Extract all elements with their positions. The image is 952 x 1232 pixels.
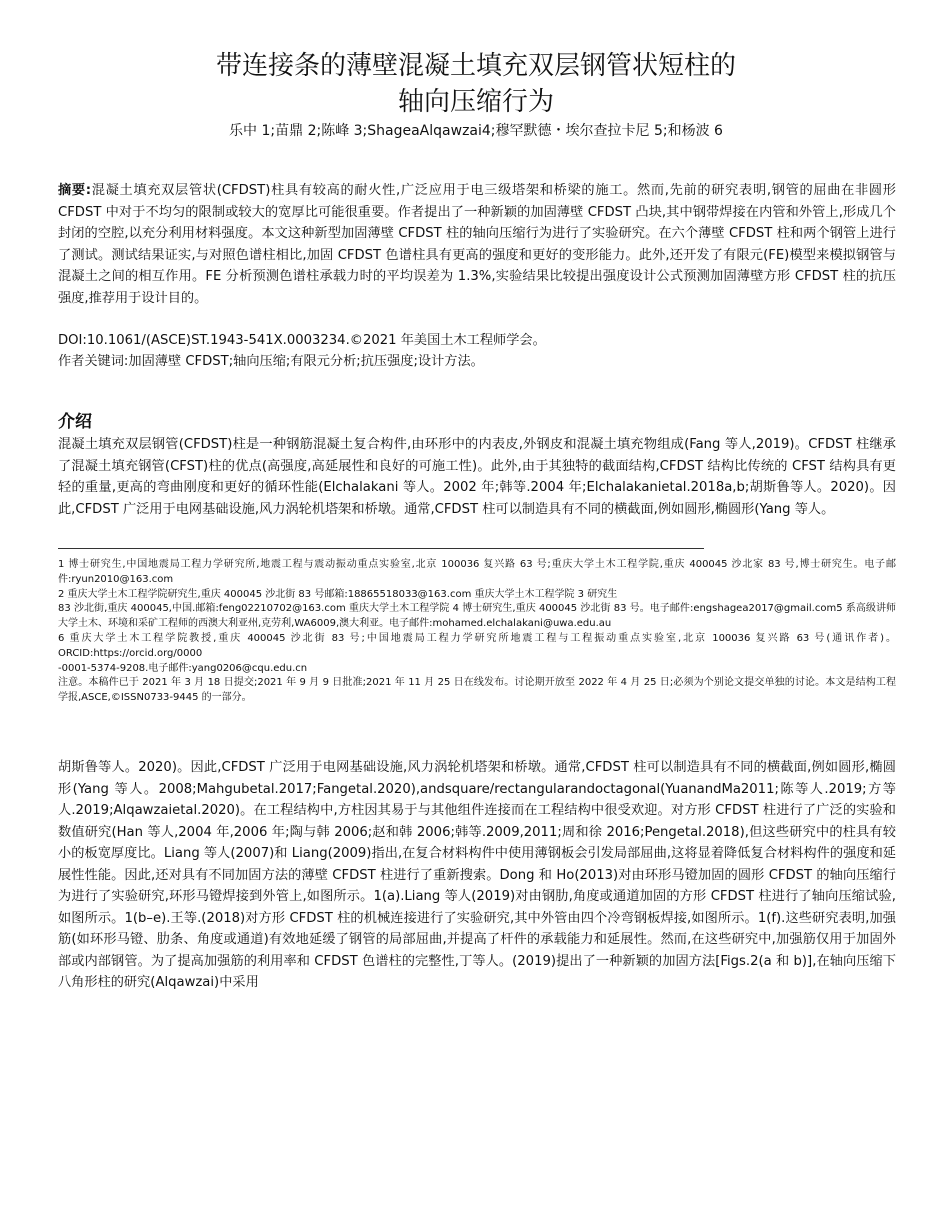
abstract-text: 混凝土填充双层管状(CFDST)柱具有较高的耐火性,广泛应用于电三级塔架和桥梁的施工。然而,先前的研究表明,钢管的屈曲在非圆形 CFDST 中对于不均匀的限制或较大的宽厚比可能很重要。作者提出了一种新颖的加固薄壁 CFDST 凸块,其中钢带焊接在内管和外管上,形成几个封闭的空腔,以充分利用材料强度。本文这种新型加固薄壁 CFDST 柱的轴向压缩行为进行了实验研究。在六个薄壁 CFDST 柱和两个钢管上进行了测试。测试结果证实,与对照色谱柱相比,加固 CFDST 色谱柱具有更高的强度和更好的变形能力。此外,还开发了有限元(FE)模型来模拟钢管与混凝土之间的相互作用。FE 分析预测色谱柱承载力时的平均误差为 1.3%,实验结果比较提出强度设计公式预测加固薄壁方形 CFDST 柱的抗压强度,推荐用于设计目的。 [58, 183, 896, 306]
footnote: 83 沙北街,重庆 400045,中国.邮箱:feng02210702@163.com 重庆大学土木工程学院 4 博士研究生,重庆 400045 沙北街 83 号。电子邮件:engshagea2017@gmail.com5 系高级讲师大学土木、环境和采矿工程师的西澳大利亚州,克劳利,WA6009,澳大利亚。电子邮件:mohamed.elchalakani@uwa.edu.au [58, 603, 896, 630]
abstract-label: 摘要: [58, 183, 92, 198]
footnote: 6 重庆大学土木工程学院教授,重庆 400045 沙北街 83 号;中国地震局工程力学研究所地震工程与工程振动重点实验室,北京 100036 复兴路 63 号(通讯作者)。ORCID:https://orcid.org/0000 [58, 632, 896, 659]
body-paragraph: 胡斯鲁等人。2020)。因此,CFDST 广泛用于电网基础设施,风力涡轮机塔架和桥墩。通常,CFDST 柱可以制造具有不同的横截面,例如圆形,椭圆形(Yang 等人。2008;Mahgubetal.2017;Fangetal.2020),andsquare/rectangularandoctagonal(YuanandMa2011;陈等人.2019;方等人.2019;Alqawzaietal.2020)。在工程结构中,方柱因其易于与其他组件连接而在工程结构中很受欢迎。对方形 CFDST 柱进行了广泛的实验和数值研究(Han 等人,2004 年,2006 年;陶与韩 2006;赵和韩 2006;韩等.2009,2011;周和徐 2016;Pengetal.2018),但这些研究中的柱具有较小的板宽厚度比。Liang 等人(2007)和 Liang(2009)指出,在复合材料构件中使用薄钢板会引发局部屈曲,这将显着降低复合材料构件的强度和延展性性能。因此,还对具有不同加固方法的薄壁 CFDST 柱进行了重新搜索。Dong 和 Ho(2013)对由环形马镫加固的圆形 CFDST 的轴向压缩行为进行了实验研究,环形马镫焊接到外管上,如图所示。1(a).Liang 等人(2019)对由钢肋,角度或通道加固的方形 CFDST 柱进行了轴向压缩试验,如图所示。1(b–e).王等.(2018)对方形 CFDST 柱的机械连接进行了实验研究,其中外管由四个冷弯钢板焊接,如图所示。1(f).这些研究表明,加强筋(如环形马镫、肋条、角度或通道)有效地延缓了钢管的局部屈曲,并提高了杆件的承载能力和延展性。然而,在这些研究中,加强筋仅用于加固外部或内部钢管。为了提高加强筋的利用率和 CFDST 色谱柱的完整性,丁等人。(2019)提出了一种新颖的加固方法[Figs.2(a 和 b)],在轴向压缩下八角形柱的研究(Alqawzai)中采用 [58, 760, 896, 990]
footnote-divider [58, 548, 704, 549]
footnote: 2 重庆大学土木工程学院研究生,重庆 400045 沙北街 83 号邮箱:18865518033@163.com 重庆大学土木工程学院 3 研究生 [58, 588, 618, 600]
title-line-1: 带连接条的薄壁混凝土填充双层钢管状短柱的 [215, 51, 736, 81]
title-line-2: 轴向压缩行为 [397, 87, 554, 117]
abstract [58, 180, 896, 309]
keywords-line: 作者关键词:加固薄壁 CFDST;轴向压缩;有限元分析;抗压强度;设计方法。 [58, 354, 484, 369]
footnote: -0001-5374-9208.电子邮件:yang0206@cqu.edu.cn [58, 662, 308, 674]
doi-line: DOI:10.1061/(ASCE)ST.1943-541X.0003234.©2021 年美国土木工程师学会。 [58, 333, 546, 348]
footnote: 1 博士研究生,中国地震局工程力学研究所,地震工程与震动振动重点实验室,北京 100036 复兴路 63 号;重庆大学土木工程学院,重庆 400045 沙北家 83 号,博士研究生。电子邮件:ryun2010@163.com [58, 559, 896, 585]
footnote: 注意。本稿件已于 2021 年 3 月 18 日提交;2021 年 9 月 9 日批准;2021 年 11 月 25 日在线发布。讨论期开放至 2022 年 4 月 25 日;必须为个别论文提交单独的讨论。本文是结构工程学报,ASCE,©ISSN0733-9445 的一部分。 [58, 677, 896, 704]
section-heading-introduction: 介绍 [58, 412, 92, 432]
footnotes [58, 558, 896, 706]
author-list: 乐中 1;苗鼎 2;陈峰 3;ShageaAlqawzai4;穆罕默德・埃尔查拉卡尼 5;和杨波 6 [229, 123, 723, 139]
introduction-paragraph: 混凝土填充双层钢管(CFDST)柱是一种钢筋混凝土复合构件,由环形中的内表皮,外钢皮和混凝土填充物组成(Fang 等人,2019)。CFDST 柱继承了混凝土填充钢管(CFST)柱的优点(高强度,高延展性和良好的可施工性)。此外,由于其独特的截面结构,CFDST 结构比传统的 CFST 结构具有更轻的重量,更高的弯曲刚度和更好的循环性能(Elchalakani 等人。2002 年;韩等.2004 年;Elchalakanietal.2018a,b;胡斯鲁等人。2020)。因此,CFDST 广泛用于电网基础设施,风力涡轮机塔架和桥墩。通常,CFDST 柱可以制造具有不同的横截面,例如圆形,椭圆形(Yang 等人。 [58, 437, 896, 517]
paper-title [0, 48, 952, 120]
